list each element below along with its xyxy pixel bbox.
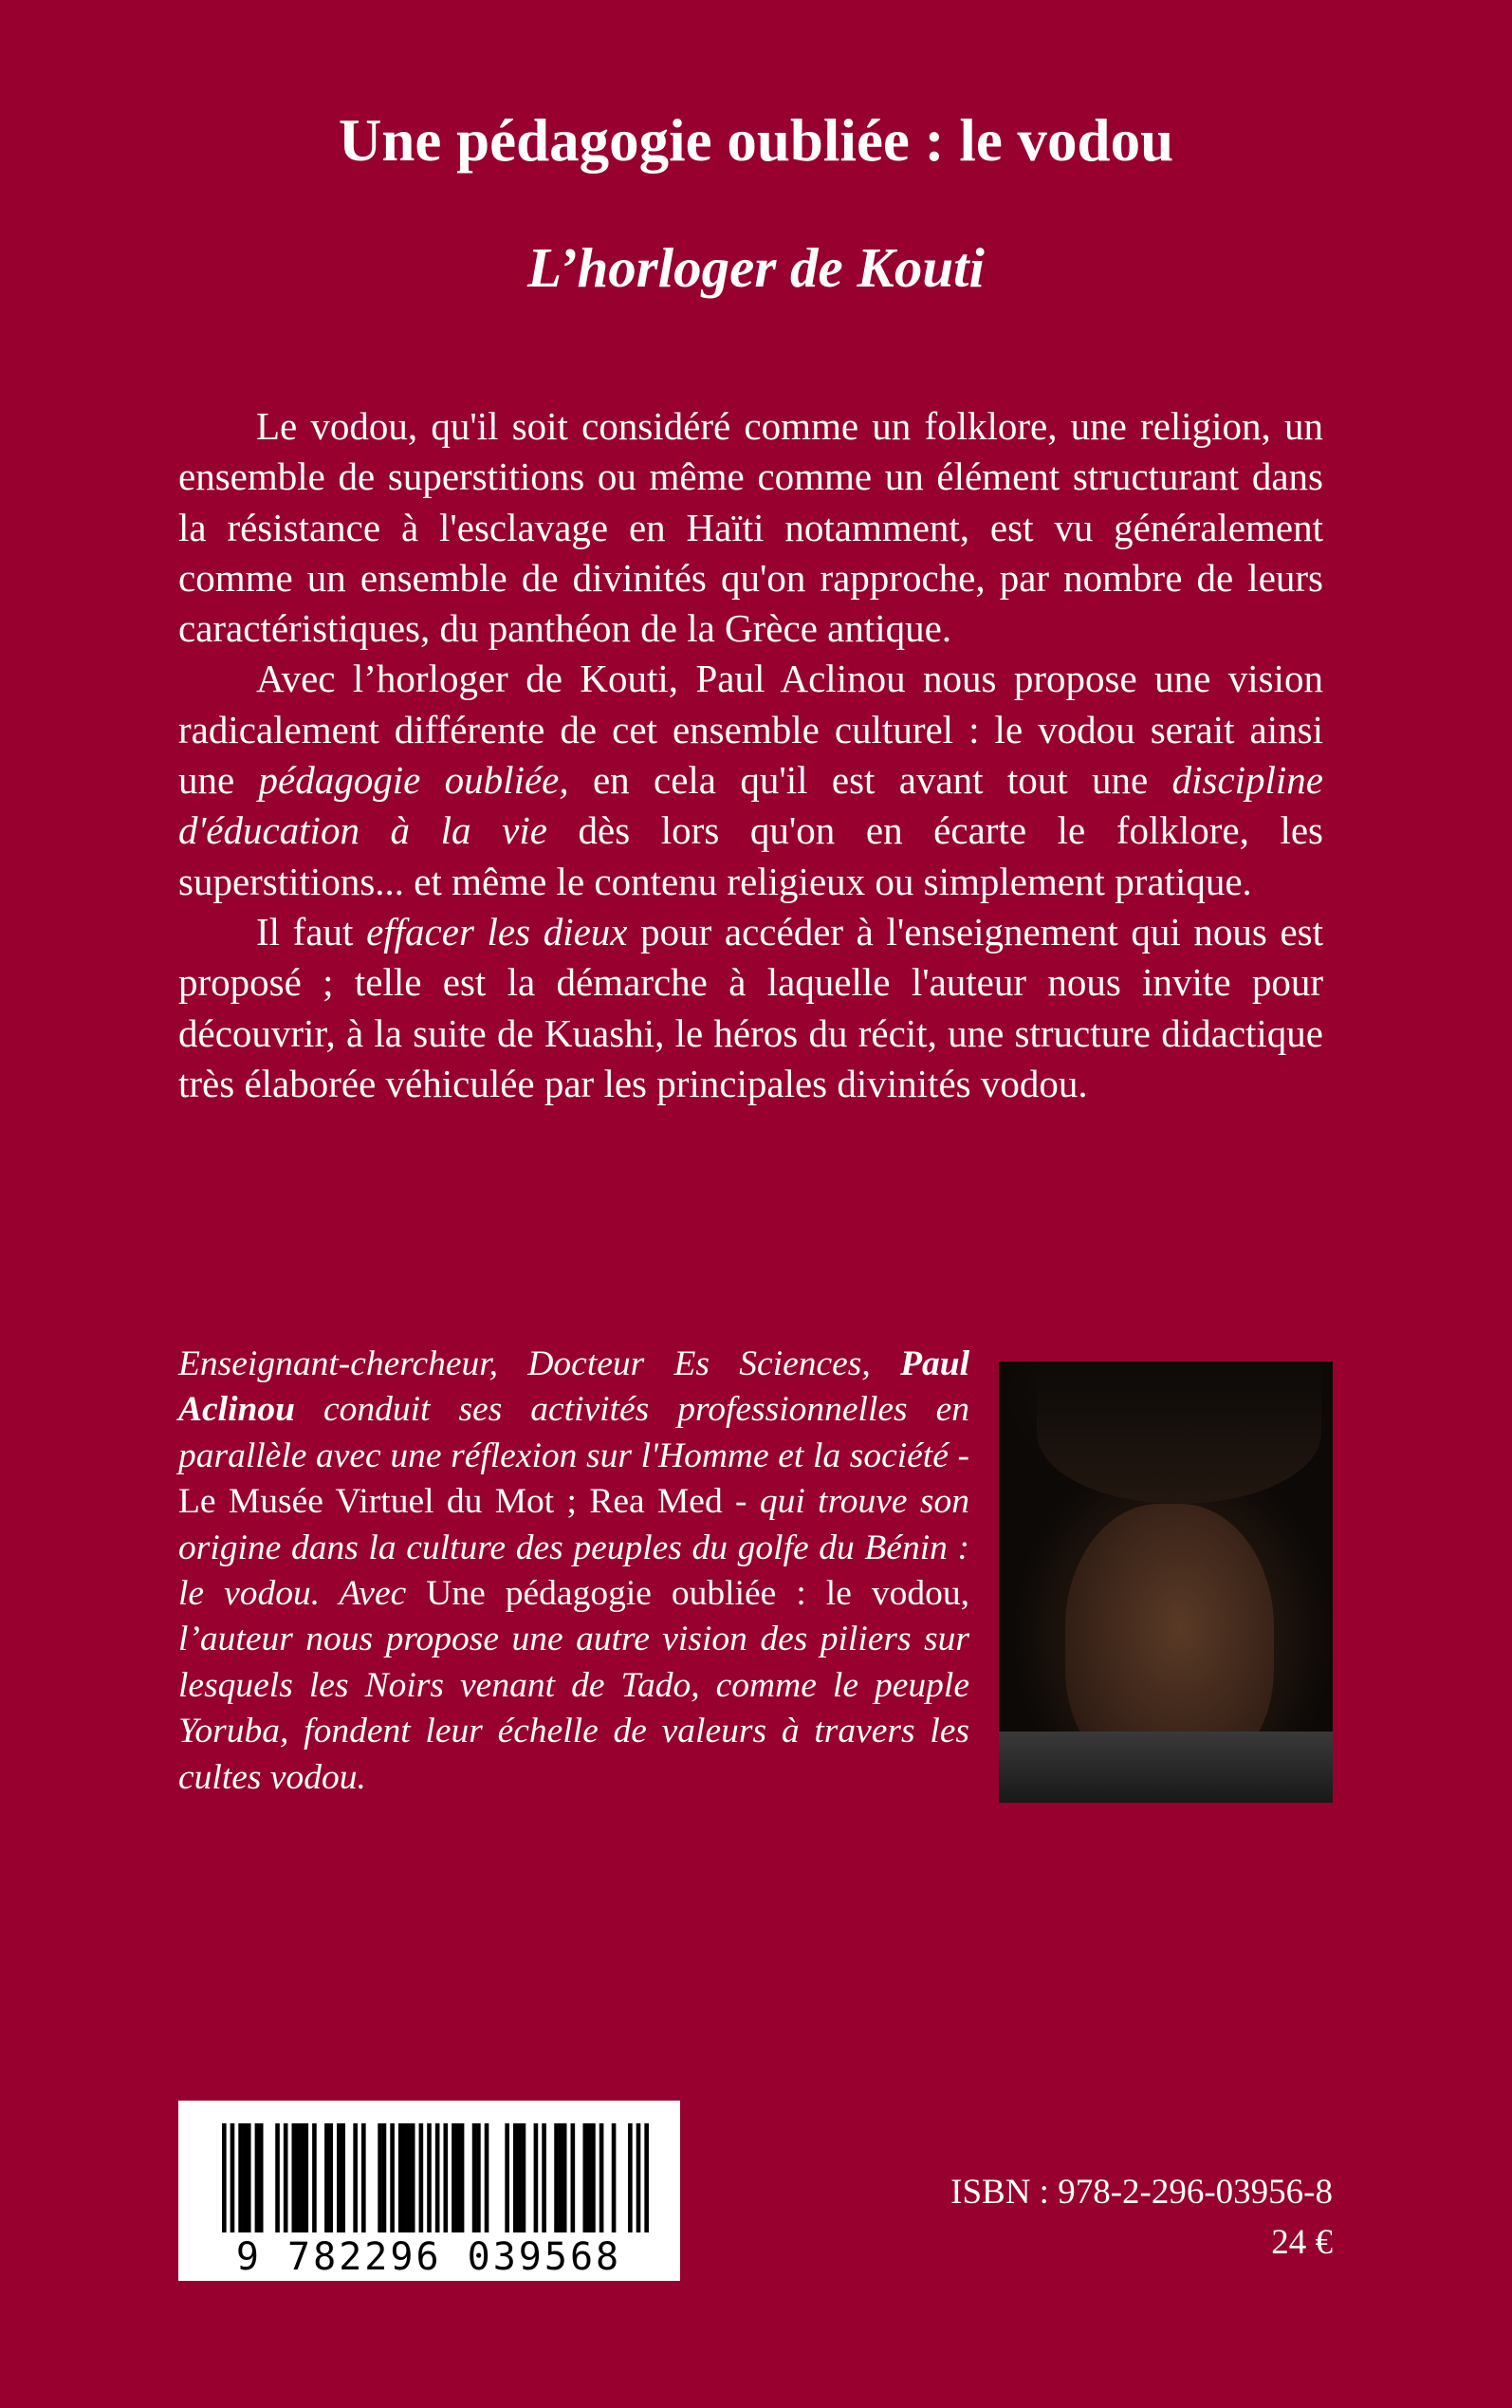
barcode-bar [636,2123,641,2232]
author-bio: Enseignant-chercheur, Docteur Es Sciences, Paul Aclinou conduit ses activités professionnelles en parallèle avec une réflexion sur l'Homme et la société - Le Musée Virtuel du Mot ; Rea Med - qui trouve son origine dans la culture des peuples du golfe du Bénin : le vodou. Avec Une pédagogie oubliée : le vodou, l’auteur nous propose une autre vision des piliers sur lesquels les Noirs venant de Tado, comme le peuple Yoruba, fondent leur échelle de valeurs à travers les cultes vodou. [178,1344,970,1797]
barcode-bar [328,2123,333,2232]
barcode-bar [571,2123,576,2232]
barcode-bar [587,2123,592,2232]
barcode-bar [599,2123,604,2232]
barcode-graphic [178,2101,680,2281]
barcode-bar [460,2123,465,2232]
barcode-bar [382,2123,387,2232]
summary-paragraph-3: Il faut effacer les dieux pour accéder à l'enseignement qui nous est proposé ; telle est la démarche à laquelle l'auteur nous invite pour découvrir, à la suite de Kuashi, le héros du récit, une structure didactique très élaborée véhiculée par les principales divinités vodou. [178,909,1323,1105]
barcode-bar [411,2123,415,2232]
barcode-bar [517,2123,522,2232]
author-name: Paul Aclinou [178,1344,969,1430]
barcode-bar [559,2123,563,2232]
barcode-bar [476,2123,481,2232]
barcode-bar [612,2123,617,2232]
barcode-bar [312,2123,317,2232]
barcode-bar [427,2123,432,2232]
barcode-bar [238,2123,243,2232]
barcode-bar [284,2123,288,2232]
barcode-bar [361,2123,366,2232]
barcode-bar [455,2123,460,2232]
barcode-bar [591,2123,596,2232]
barcode-bar [435,2123,440,2232]
barcode-bar [628,2123,633,2232]
barcode-bar [275,2123,280,2232]
barcode-bar [398,2123,403,2232]
barcode-bar [222,2123,227,2232]
barcode-bar [259,2123,264,2232]
price: 24 € [1271,2223,1333,2262]
barcode-bar [522,2123,526,2232]
barcode-bar [443,2123,448,2232]
barcode-bar [407,2123,412,2232]
barcode-bar [255,2123,260,2232]
back-cover-summary [178,401,1323,1109]
barcode-bar [542,2123,546,2232]
barcode-bar [402,2123,407,2232]
barcode-bar [452,2123,456,2232]
barcode-bar [292,2123,297,2232]
barcode-bar [230,2123,235,2232]
barcode-digits: 9 782296 039568 [235,2235,622,2279]
isbn: ISBN : 978-2-296-03956-8 [950,2173,1333,2212]
barcode-bar [419,2123,424,2232]
barcode-bar [644,2123,649,2232]
barcode-bar [296,2123,301,2232]
summary-paragraph-2: Avec l’horloger de Kouti, Paul Aclinou nous propose une vision radicalement différente de cet ensemble culturel : le vodou serait ainsi une pédagogie oubliée, en cela qu'il est avant tout une discipline d'éducation à la vie dès lors qu'on en écarte le folklore, les superstitions... et même le contenu religieux ou simplement pratique. [178,657,1323,903]
barcode-bar [378,2123,382,2232]
barcode-bar [304,2123,308,2232]
barcode-bar [247,2123,251,2232]
barcode-bar [562,2123,567,2232]
barcode-bar [341,2123,345,2232]
barcode-bar [472,2123,477,2232]
summary-paragraph-1: Le vodou, qu'il soit considéré comme un folklore, une religion, un ensemble de superstitions ou même comme un élément structurant dans la résistance à l'esclavage en Haïti notamment, est vu généralement comme un ensemble de divinités qu'on rapproche, par nombre de leurs caractéristiques, du panthéon de la Grèce antique. [178,404,1323,651]
barcode-bar [583,2123,588,2232]
book-title: Une pédagogie oubliée : le vodou [338,107,1174,174]
barcode-bar [505,2123,509,2232]
barcode [178,2101,680,2281]
barcode-bar [485,2123,489,2232]
barcode-bar [554,2123,559,2232]
barcode-bar [390,2123,395,2232]
barcode-bar [353,2123,358,2232]
author-photo [999,1361,1333,1803]
book-subtitle: L’horloger de Kouti [527,236,985,299]
barcode-bar [534,2123,539,2232]
barcode-bar [513,2123,518,2232]
barcode-bar [243,2123,248,2232]
barcode-bar [324,2123,329,2232]
barcode-bar [337,2123,341,2232]
barcode-bar [300,2123,304,2232]
